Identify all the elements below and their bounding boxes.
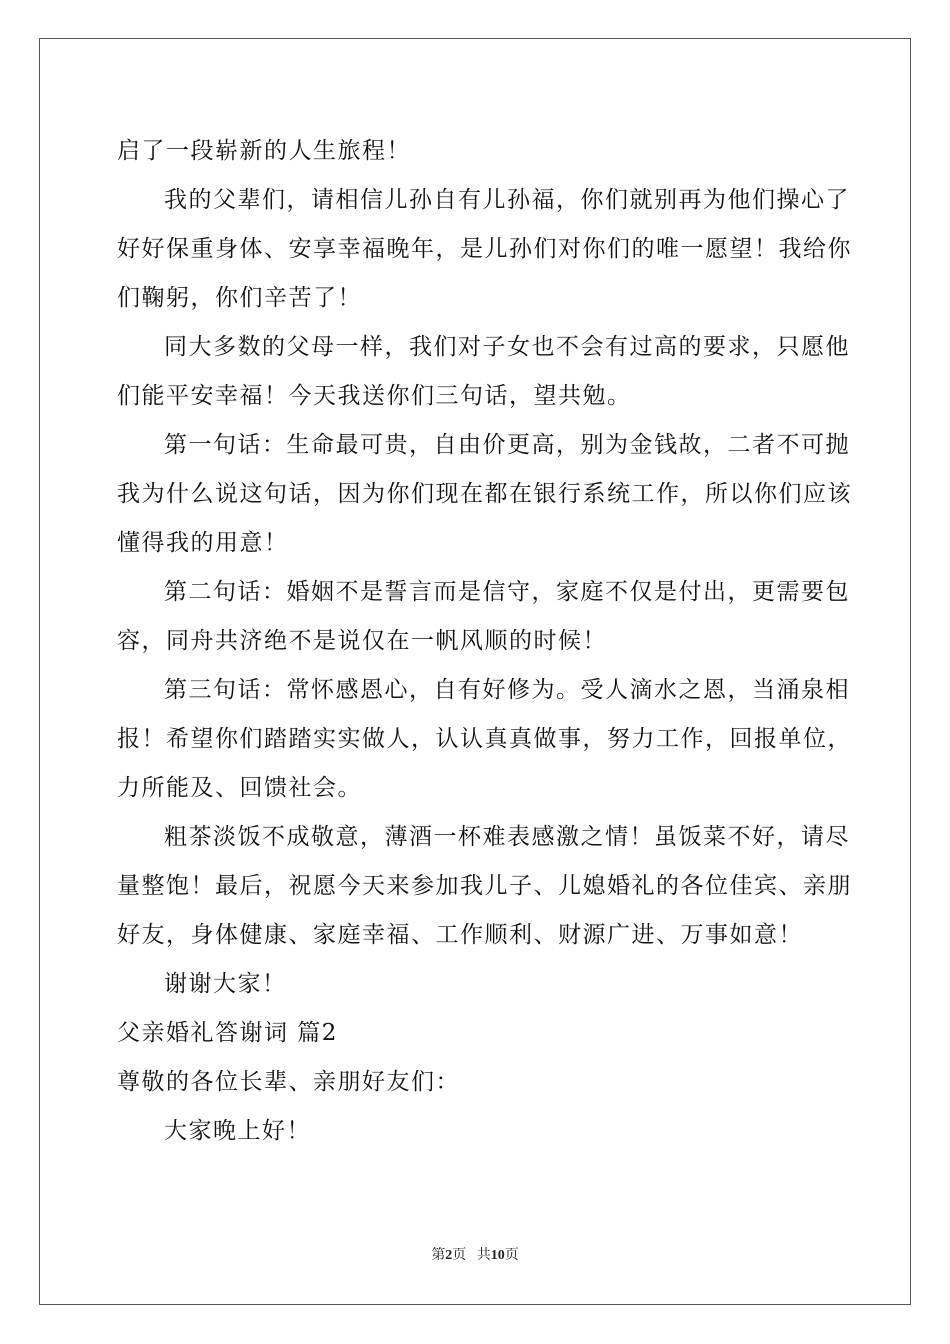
text-line: 同大多数的父母一样，我们对子女也不会有过高的要求，只愿他 (164, 334, 850, 360)
section-heading: 父亲婚礼答谢词 篇2 (117, 1020, 338, 1046)
text-line: 们能平安幸福！今天我送你们三句话，望共勉。 (117, 383, 632, 409)
text-line: 粗茶淡饭不成敬意，薄酒一杯难表感激之情！虽饭菜不好，请尽 (164, 824, 850, 850)
text-line: 启了一段崭新的人生旅程！ (117, 138, 411, 164)
text-line: 好好保重身体、安享幸福晚年，是儿孙们对你们的唯一愿望！我给你 (117, 236, 852, 262)
page-footer (0, 1246, 950, 1266)
page-label-suffix: 页 (452, 1248, 467, 1263)
document-body (117, 127, 852, 1156)
text-line: 好友，身体健康、家庭幸福、工作顺利、财源广进、万事如意！ (117, 922, 803, 948)
text-line: 量整饱！最后，祝愿今天来参加我儿子、儿媳婚礼的各位佳宾、亲朋 (117, 873, 852, 899)
page-label-prefix: 第 (431, 1248, 446, 1263)
text-line: 第二句话：婚姻不是誓言而是信守，家庭不仅是付出，更需要包 (164, 579, 850, 605)
text-line: 大家晚上好！ (164, 1118, 311, 1144)
text-line: 第一句话：生命最可贵，自由价更高，别为金钱故，二者不可抛 (164, 432, 850, 458)
text-line: 我为什么说这句话，因为你们现在都在银行系统工作，所以你们应该 (117, 481, 852, 507)
text-line: 我的父辈们，请相信儿孙自有儿孙福，你们就别再为他们操心了 (164, 187, 850, 213)
total-label-prefix: 共 (476, 1248, 491, 1263)
text-line: 力所能及、回馈社会。 (117, 775, 362, 801)
total-pages: 10 (490, 1248, 505, 1263)
text-line: 谢谢大家！ (164, 971, 287, 997)
text-line: 报！希望你们踏踏实实做人，认认真真做事，努力工作，回报单位， (117, 726, 852, 752)
page-number: 2 (445, 1248, 453, 1263)
text-line: 容，同舟共济绝不是说仅在一帆风顺的时候！ (117, 628, 607, 654)
text-line: 们鞠躬，你们辛苦了！ (117, 285, 362, 311)
text-line: 第三句话：常怀感恩心，自有好修为。受人滴水之恩，当涌泉相 (164, 677, 850, 703)
text-line: 懂得我的用意！ (117, 530, 289, 556)
total-label-suffix: 页 (504, 1248, 519, 1263)
text-line: 尊敬的各位长辈、亲朋好友们： (117, 1069, 460, 1095)
